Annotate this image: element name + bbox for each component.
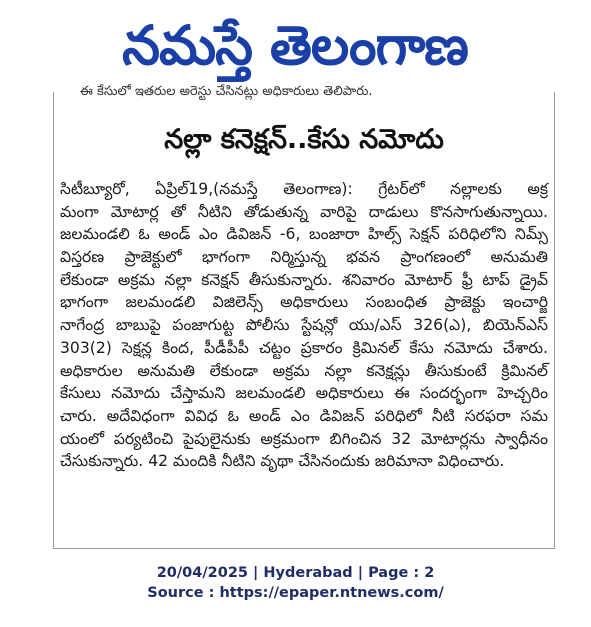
body-line: జలమండలి ఓ అండ్‌ ఎం డివిజన్‌ -6, బంజారా హిల్స్‌ సెక్షన్‌ పరిధిలోని నిమ్స్‌: [60, 225, 548, 244]
article-headline: నల్లా కనెక్షన్‌..కేసు నమోదు: [164, 124, 444, 155]
newspaper-masthead: [0, 0, 591, 92]
cut-off-text: ఈ కేసులో ఇతరుల అరెస్టు చేసినట్లు అధికారులు తెలిపారు.: [80, 84, 373, 99]
body-line: మంగా మోటార్ల తో నీటిని తోడుతున్న వారిపై దాడులు కొనసాగుతున్నాయి.: [60, 202, 548, 221]
masthead-logo: నమస్తే తెలంగాణ: [122, 14, 468, 77]
clipping-footer: [0, 563, 591, 603]
body-line: నాగేంద్ర బాబుపై పంజాగుట్ట పోలీసు స్టేషన్లో యు/ఎస్‌ 326(ఎ), బియెన్‌ఎస్‌: [60, 316, 548, 335]
body-line: యంలో పర్యటించి పైపులైనుకు అక్రమంగా బిగించిన 32 మోటార్లను స్వాధీనం: [60, 429, 548, 448]
edition-info: 20/04/2025 | Hyderabad | Page : 2: [156, 565, 435, 581]
body-line: లేకుండా అక్రమ నల్లా కనెక్షన్‌ తీసుకున్నారు. శనివారం మోటార్‌ ఫ్రీ టాప్‌ డ్రైవ్‌: [60, 270, 548, 289]
body-line: భాగంగా జలమండలి విజిలెన్స్‌ అధికారులు సంబంధిత ప్రాజెక్టు ఇంచార్జి: [60, 293, 548, 312]
body-line: చేసుకున్నారు. 42 మందికి నీటిని వృథా చేసినందుకు జరిమానా విధించారు.: [60, 452, 505, 471]
body-line: కేసులు నమోదు చేస్తామని జలమండలి అధికారులు ఈ సందర్భంగా హెచ్చరిం: [60, 384, 548, 403]
article-body: [60, 178, 548, 473]
body-line: విస్తరణ ప్రాజెక్టులో భాగంగా నిర్మిస్తున్న భవన ప్రాంగణంలో అనుమతి: [60, 248, 548, 267]
body-line: సిటీబ్యూరో, ఏప్రిల్‌19,(నమస్తే తెలంగాణ): గ్రేటర్‌లో నల్లాలకు అక్ర: [60, 180, 548, 198]
source-link[interactable]: Source : https://epaper.ntnews.com/: [147, 585, 444, 601]
body-line: అధికారుల అనుమతి లేకుండా అక్రమ నల్లా కనెక్షన్లు తీసుకుంటే క్రిమినల్‌: [60, 361, 548, 380]
body-line: 303(2) సెక్షన్ల కింద, పీడీపీపీ చట్టం ప్రకారం క్రిమినల్‌ కేసు నమోదు చేశారు.: [60, 338, 548, 357]
cut-off-previous-text: [80, 84, 500, 106]
article-clipping: [53, 84, 555, 549]
body-line: చారు. అదేవిధంగా వివిధ ఓ అండ్‌ ఎం డివిజన్‌ పరిధిలో నీటి సరఫరా సమ: [60, 406, 548, 425]
